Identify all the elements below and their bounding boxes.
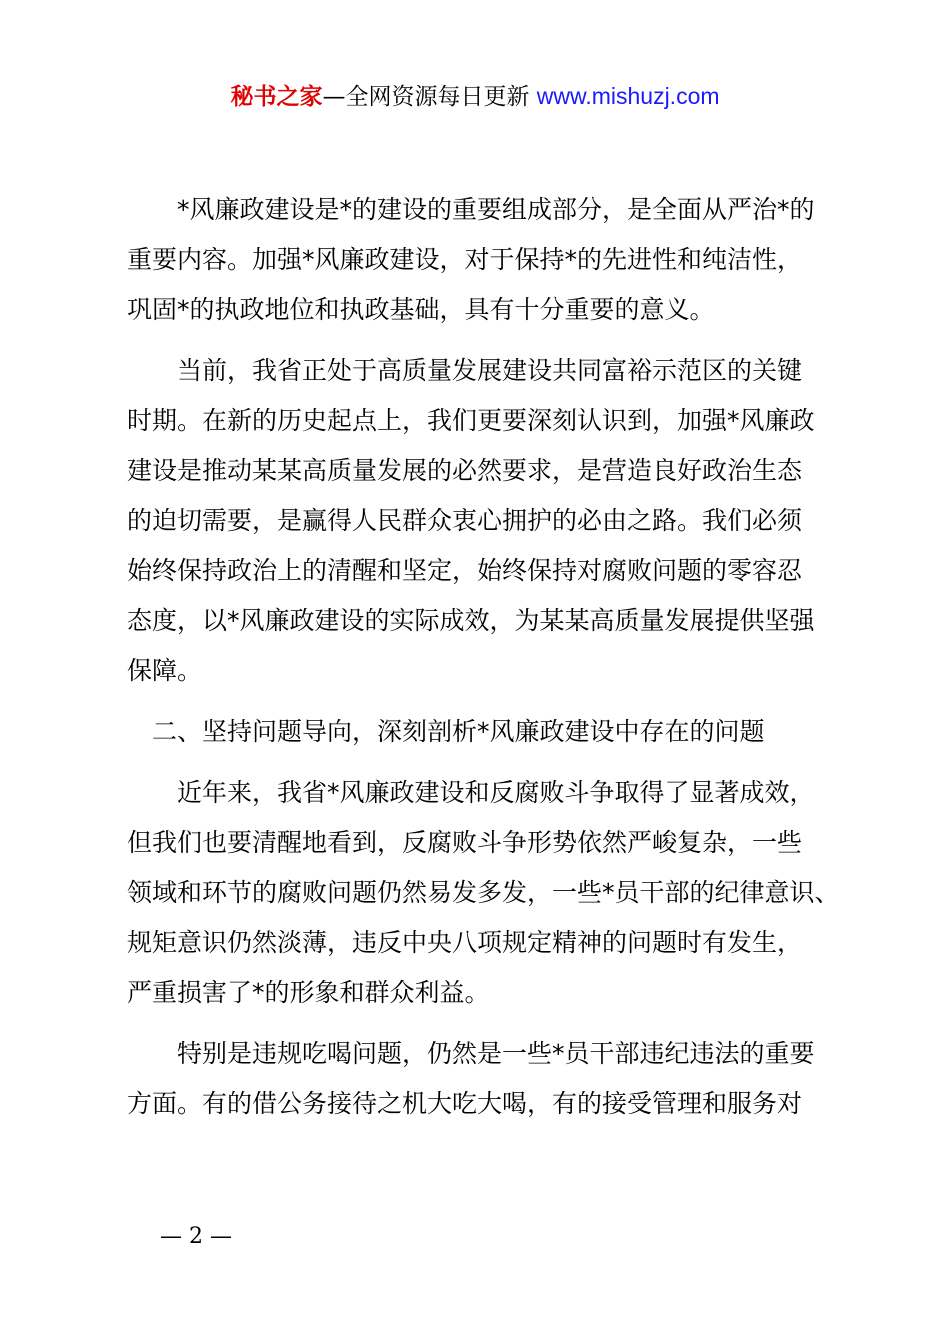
paragraph-line: 建设是推动某某高质量发展的必然要求，是营造良好政治生态 [127, 456, 803, 485]
paragraph-line: 方面。有的借公务接待之机大吃大喝，有的接受管理和服务对 [127, 1089, 803, 1118]
site-brand: 秘书之家 [230, 84, 323, 110]
paragraph-line: 领域和环节的腐败问题仍然易发多发，一些*员干部的纪律意识、 [127, 878, 840, 907]
paragraph-3 [127, 768, 847, 1018]
paragraph-line: 保障。 [127, 656, 203, 685]
paragraph-line: 当前，我省正处于高质量发展建设共同富裕示范区的关键 [177, 356, 803, 385]
heading-line: 二、坚持问题导向，深刻剖析*风廉政建设中存在的问题 [152, 717, 765, 746]
paragraph-2 [127, 346, 847, 696]
paragraph-line: 但我们也要清醒地看到，反腐败斗争形势依然严峻复杂，一些 [127, 828, 803, 857]
section-heading [127, 707, 847, 757]
page-number: — 2 — [160, 1224, 232, 1249]
site-slogan: —全网资源每日更新 [322, 84, 537, 110]
paragraph-line: 的迫切需要，是赢得人民群众衷心拥护的必由之路。我们必须 [127, 506, 803, 535]
paragraph-line: 特别是违规吃喝问题，仍然是一些*员干部违纪违法的重要 [177, 1039, 815, 1068]
site-url-link[interactable]: www.mishuzj.com [536, 83, 720, 109]
paragraph-line: 近年来，我省*风廉政建设和反腐败斗争取得了显著成效， [177, 778, 815, 807]
paragraph-line: 规矩意识仍然淡薄，违反中央八项规定精神的问题时有发生， [127, 928, 803, 957]
paragraph-line: 严重损害了*的形象和群众利益。 [127, 978, 490, 1007]
paragraph-line: 巩固*的执政地位和执政基础，具有十分重要的意义。 [127, 295, 715, 324]
document-body [127, 185, 847, 1129]
paragraph-line: *风廉政建设是*的建设的重要组成部分，是全面从严治*的 [177, 195, 815, 224]
paragraph-line: 始终保持政治上的清醒和坚定，始终保持对腐败问题的零容忍 [127, 556, 803, 585]
paragraph-1 [127, 185, 847, 335]
paragraph-line: 重要内容。加强*风廉政建设，对于保持*的先进性和纯洁性， [127, 245, 803, 274]
paragraph-line: 时期。在新的历史起点上，我们更要深刻认识到，加强*风廉政 [127, 406, 815, 435]
paragraph-line: 态度，以*风廉政建设的实际成效，为某某高质量发展提供坚强 [127, 606, 815, 635]
site-header [0, 80, 950, 113]
paragraph-4 [127, 1029, 847, 1129]
